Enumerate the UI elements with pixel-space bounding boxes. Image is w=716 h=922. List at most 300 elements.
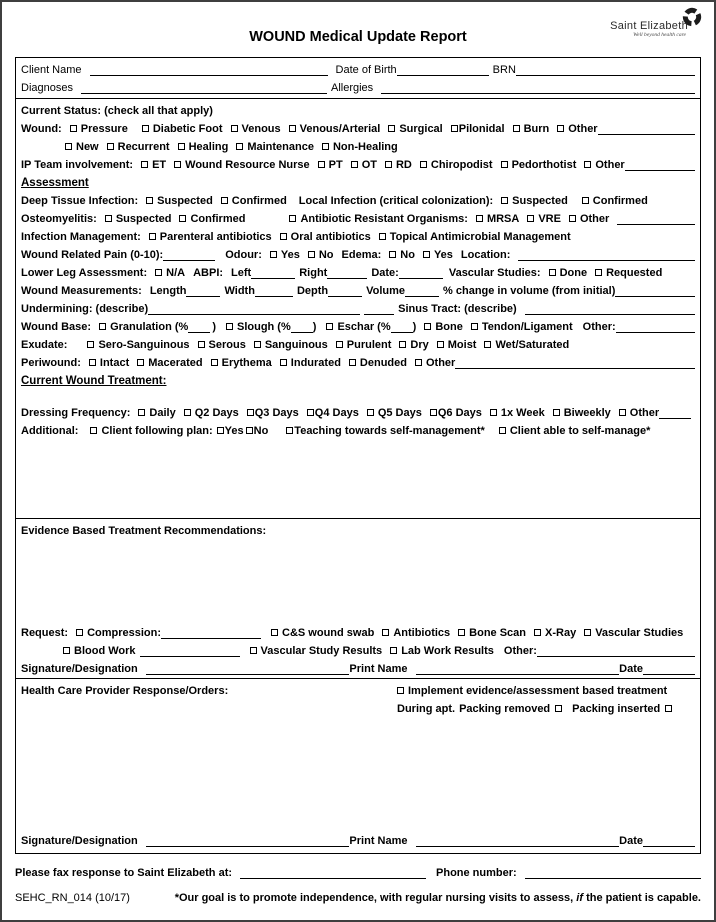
checkbox-requested[interactable] [595, 264, 662, 282]
checkbox-icon[interactable] [501, 161, 508, 168]
checkbox-label: Indurated [290, 357, 341, 369]
label-please-fax-response-to-saint-elizabeth-at: Please fax response to Saint Elizabeth at: [15, 867, 233, 879]
blank-field[interactable] [455, 358, 695, 369]
checkbox-label: Slough (% [236, 321, 291, 333]
checkbox-icon[interactable] [90, 427, 97, 434]
checkbox-icon[interactable] [349, 359, 356, 366]
checkbox-icon[interactable] [217, 427, 224, 434]
checkbox-rd[interactable] [385, 156, 412, 174]
blank-field[interactable] [537, 646, 695, 657]
checkbox-icon[interactable] [107, 143, 114, 150]
label-date: Date [619, 835, 644, 847]
checkbox-mrsa[interactable] [476, 210, 519, 228]
checkbox-icon[interactable] [351, 161, 358, 168]
checkbox-yes[interactable] [423, 246, 453, 264]
checkbox-compression[interactable] [76, 624, 161, 642]
checkbox-implement-evidence-assessment-based-treatment[interactable] [397, 682, 667, 700]
checkbox-label: Tendon/Ligament [481, 321, 573, 333]
checkbox-label: Other [595, 159, 625, 171]
checkbox-icon[interactable] [471, 323, 478, 330]
checkbox-no[interactable] [308, 246, 334, 264]
checkbox-dry[interactable] [399, 336, 428, 354]
blank-field[interactable] [598, 124, 695, 135]
blank-field[interactable] [615, 286, 695, 297]
checkbox-vascular-study-results[interactable] [250, 642, 383, 660]
form-line [21, 642, 695, 660]
checkbox-icon[interactable] [70, 125, 77, 132]
checkbox-other[interactable] [557, 120, 597, 138]
form-line [21, 79, 695, 97]
checkbox-icon[interactable] [534, 629, 541, 636]
checkbox-label: Pressure [80, 123, 128, 135]
checkbox-icon[interactable] [141, 161, 148, 168]
checkbox-label: Bone [435, 321, 463, 333]
checkbox-pt[interactable] [318, 156, 343, 174]
checkbox-recurrent[interactable] [107, 138, 170, 156]
checkbox-yes[interactable] [270, 246, 300, 264]
checkbox-icon[interactable] [388, 125, 395, 132]
checkbox-n-a[interactable] [155, 264, 185, 282]
blank-field[interactable] [81, 83, 327, 94]
vertical-spacer [21, 718, 695, 832]
checkbox-icon[interactable] [76, 629, 83, 636]
checkbox-label: Done [559, 267, 588, 279]
checkbox-teaching-towards-self-management[interactable] [286, 422, 485, 440]
checkbox-icon[interactable] [553, 409, 560, 416]
checkbox-label: Pilonidal [458, 123, 505, 135]
checkbox-icon[interactable] [499, 427, 506, 434]
label-ip-team-involvement: IP Team involvement: [21, 159, 134, 171]
checkbox-label: Requested [606, 267, 663, 279]
checkbox-confirmed[interactable] [221, 192, 287, 210]
checkbox-other[interactable] [569, 210, 609, 228]
checkbox-venous-arterial[interactable] [289, 120, 381, 138]
form-line [21, 404, 695, 422]
checkbox-tendon-ligament[interactable] [471, 318, 573, 336]
checkbox-label: Yes [224, 425, 244, 437]
checkbox-icon[interactable] [513, 125, 520, 132]
checkbox-granulation[interactable] [99, 318, 188, 336]
form-line [21, 682, 695, 718]
checkbox-client-able-to-self-manage[interactable] [499, 422, 651, 440]
heading-current-wound-treatment: Current Wound Treatment: [21, 375, 167, 387]
checkbox-icon[interactable] [146, 197, 153, 204]
blank-field[interactable] [186, 286, 220, 297]
blank-field[interactable] [90, 65, 328, 76]
checkbox-icon[interactable] [179, 215, 186, 222]
checkbox-icon[interactable] [555, 705, 562, 712]
checkbox-purulent[interactable] [336, 336, 392, 354]
checkbox-icon[interactable] [569, 215, 576, 222]
blank-field[interactable] [625, 160, 695, 171]
checkbox-daily[interactable] [138, 404, 175, 422]
checkbox-done[interactable] [549, 264, 588, 282]
checkbox-indurated[interactable] [280, 354, 341, 372]
checkbox-no[interactable] [246, 422, 269, 440]
checkbox-blood-work[interactable] [63, 642, 136, 660]
checkbox-icon[interactable] [424, 323, 431, 330]
blank-field[interactable] [525, 304, 695, 315]
checkbox-intact[interactable] [89, 354, 129, 372]
checkbox-other[interactable] [619, 404, 659, 422]
checkbox-label: No [400, 249, 415, 261]
checkbox-icon[interactable] [289, 215, 296, 222]
blank-field[interactable] [291, 322, 313, 333]
label-local-infection-critical-colonization: Local Infection (critical colonization): [298, 195, 494, 207]
checkbox-packing-inserted[interactable] [572, 700, 672, 718]
checkbox-label: Blood Work [74, 645, 136, 657]
blank-field[interactable] [643, 836, 695, 847]
checkbox-icon[interactable] [437, 341, 444, 348]
checkbox-label: Macerated [148, 357, 203, 369]
checkbox-suspected[interactable] [105, 210, 172, 228]
checkbox-label: X-Ray [545, 627, 577, 639]
checkbox-icon[interactable] [198, 341, 205, 348]
checkbox-vre[interactable] [527, 210, 561, 228]
checkbox-icon[interactable] [99, 323, 106, 330]
checkbox-denuded[interactable] [349, 354, 407, 372]
checkbox-icon[interactable] [420, 161, 427, 168]
checkbox-biweekly[interactable] [553, 404, 611, 422]
checkbox-icon[interactable] [527, 215, 534, 222]
checkbox-icon[interactable] [250, 647, 257, 654]
checkbox-icon[interactable] [584, 629, 591, 636]
checkbox-confirmed[interactable] [582, 192, 648, 210]
checkbox-client-following-plan[interactable] [90, 422, 212, 440]
checkbox-icon[interactable] [389, 251, 396, 258]
checkbox-icon[interactable] [270, 251, 277, 258]
checkbox-q3-days[interactable] [247, 404, 299, 422]
blank-field[interactable] [163, 250, 215, 261]
checkbox-label: Venous/Arterial [299, 123, 381, 135]
blank-field[interactable] [391, 322, 413, 333]
checkbox-icon[interactable] [178, 143, 185, 150]
checkbox-erythema[interactable] [211, 354, 272, 372]
checkbox-label: Other [425, 357, 456, 369]
checkbox-label: Yes [433, 249, 453, 261]
checkbox-icon[interactable] [549, 269, 556, 276]
footer-note-italic: if [576, 892, 584, 904]
checkbox-icon[interactable] [326, 323, 333, 330]
checkbox-icon[interactable] [221, 197, 228, 204]
checkbox-icon[interactable] [619, 409, 626, 416]
blank-field[interactable] [188, 322, 210, 333]
checkbox-topical-antimicrobial-management[interactable] [379, 228, 571, 246]
checkbox-icon[interactable] [174, 161, 181, 168]
checkbox-icon[interactable] [430, 409, 437, 416]
blank-field[interactable] [146, 664, 350, 675]
checkbox-antibiotic-resistant-organisms[interactable] [289, 210, 467, 228]
blank-field[interactable] [617, 214, 695, 225]
checkbox-label: Wet/Saturated [495, 339, 570, 351]
blank-field[interactable] [255, 286, 293, 297]
section-client-info [16, 58, 700, 98]
blank-field[interactable] [405, 286, 439, 297]
form-line [21, 832, 695, 850]
checkbox-icon[interactable] [458, 629, 465, 636]
checkbox-icon[interactable] [211, 359, 218, 366]
label-odour: Odour: [225, 249, 262, 261]
checkbox-et[interactable] [141, 156, 166, 174]
checkbox-label: Suspected [115, 213, 172, 225]
checkbox-label: Other [568, 123, 598, 135]
checkbox-no[interactable] [389, 246, 415, 264]
checkbox-q2-days[interactable] [184, 404, 239, 422]
checkbox-icon[interactable] [184, 409, 191, 416]
checkbox-icon[interactable] [390, 647, 397, 654]
checkbox-maintenance[interactable] [236, 138, 314, 156]
checkbox-healing[interactable] [178, 138, 229, 156]
form-line [21, 192, 695, 210]
blank-field[interactable] [140, 646, 240, 657]
label-volume: Volume [366, 285, 406, 297]
blank-field[interactable] [525, 868, 701, 879]
blank-field[interactable] [659, 408, 691, 419]
checkbox-slough[interactable] [226, 318, 291, 336]
checkbox-icon[interactable] [63, 647, 70, 654]
form-line [21, 246, 695, 264]
checkbox-other[interactable] [584, 156, 624, 174]
form-line [21, 102, 695, 120]
checkbox-label: Q3 Days [254, 407, 299, 419]
checkbox-non-healing[interactable] [322, 138, 398, 156]
checkbox-suspected[interactable] [501, 192, 568, 210]
checkbox-pedorthotist[interactable] [501, 156, 577, 174]
label-print-name: Print Name [349, 663, 408, 675]
checkbox-label: Non-Healing [332, 141, 398, 153]
blank-field[interactable] [146, 836, 350, 847]
checkbox-icon[interactable] [582, 197, 589, 204]
checkbox-venous[interactable] [231, 120, 281, 138]
checkbox-label: New [76, 141, 99, 153]
checkbox-icon[interactable] [336, 341, 343, 348]
checkbox-icon[interactable] [490, 409, 497, 416]
checkbox-x-ray[interactable] [534, 624, 576, 642]
label-additional: Additional: [21, 425, 79, 437]
checkbox-icon[interactable] [87, 341, 94, 348]
checkbox-label: Maintenance [247, 141, 314, 153]
checkbox-sanguinous[interactable] [254, 336, 328, 354]
checkbox-icon[interactable] [138, 409, 145, 416]
form-line [21, 138, 695, 156]
label-exudate: Exudate: [21, 339, 68, 351]
checkbox-oral-antibiotics[interactable] [280, 228, 371, 246]
label-signature-designation: Signature/Designation [21, 835, 138, 847]
checkbox-icon[interactable] [322, 143, 329, 150]
checkbox-icon[interactable] [399, 341, 406, 348]
blank-field[interactable] [399, 268, 443, 279]
blank-field[interactable] [148, 304, 360, 315]
checkbox-burn[interactable] [513, 120, 550, 138]
checkbox-icon[interactable] [318, 161, 325, 168]
form-line [21, 264, 695, 282]
checkbox-vascular-studies[interactable] [584, 624, 683, 642]
checkbox-pressure[interactable] [70, 120, 128, 138]
blank-field[interactable] [516, 65, 695, 76]
checkbox-icon[interactable] [105, 215, 112, 222]
label-periwound: Periwound: [21, 357, 81, 369]
checkbox-surgical[interactable] [388, 120, 442, 138]
label-depth: Depth [296, 285, 329, 297]
blank-field[interactable] [416, 664, 620, 675]
label-date: Date [619, 663, 644, 675]
checkbox-label: Venous [241, 123, 281, 135]
checkbox-serous[interactable] [198, 336, 246, 354]
checkbox-label: Antibiotics [393, 627, 451, 639]
checkbox-bone-scan[interactable] [458, 624, 526, 642]
checkbox-label: No [318, 249, 334, 261]
label-location: Location: [460, 249, 511, 261]
form-line [21, 422, 695, 440]
label-during-apt: During apt. [397, 703, 456, 715]
form-code: SEHC_RN_014 (10/17) [15, 892, 130, 904]
checkbox-yes[interactable] [217, 422, 244, 440]
form-line [21, 210, 695, 228]
checkbox-icon[interactable] [89, 359, 96, 366]
checkbox-label: Erythema [221, 357, 272, 369]
checkbox-icon[interactable] [236, 143, 243, 150]
checkbox-new[interactable] [65, 138, 99, 156]
checkbox-macerated[interactable] [137, 354, 202, 372]
label-phone-number: Phone number: [436, 867, 517, 879]
checkbox-icon[interactable] [665, 705, 672, 712]
checkbox-q5-days[interactable] [367, 404, 422, 422]
checkbox-label: Diabetic Foot [152, 123, 223, 135]
checkbox-label: Confirmed [190, 213, 246, 225]
blank-field[interactable] [416, 836, 620, 847]
checkbox-1x-week[interactable] [490, 404, 545, 422]
checkbox-icon[interactable] [382, 629, 389, 636]
checkbox-c-s-wound-swab[interactable] [271, 624, 374, 642]
checkbox-sero-sanguinous[interactable] [87, 336, 189, 354]
label-signature-designation: Signature/Designation [21, 663, 138, 675]
checkbox-packing-removed[interactable] [459, 700, 562, 718]
checkbox-icon[interactable] [476, 215, 483, 222]
checkbox-icon[interactable] [246, 427, 253, 434]
blank-field[interactable] [240, 868, 426, 879]
checkbox-icon[interactable] [307, 409, 314, 416]
checkbox-pilonidal[interactable] [451, 120, 505, 138]
blank-field[interactable] [251, 268, 295, 279]
footer-note [175, 891, 701, 905]
checkbox-wet-saturated[interactable] [484, 336, 569, 354]
heading-assessment: Assessment [21, 177, 89, 189]
checkbox-icon[interactable] [451, 125, 458, 132]
checkbox-icon[interactable] [484, 341, 491, 348]
checkbox-icon[interactable] [595, 269, 602, 276]
checkbox-bone[interactable] [424, 318, 463, 336]
label-osteomyelitis: Osteomyelitis: [21, 213, 97, 225]
checkbox-moist[interactable] [437, 336, 477, 354]
checkbox-icon[interactable] [385, 161, 392, 168]
form-line [397, 682, 695, 700]
checkbox-icon[interactable] [367, 409, 374, 416]
form-line [21, 372, 695, 390]
checkbox-other[interactable] [415, 354, 455, 372]
blank-field[interactable] [381, 83, 695, 94]
blank-field[interactable] [327, 268, 367, 279]
blank-field[interactable] [161, 628, 261, 639]
label-infection-management: Infection Management: [21, 231, 141, 243]
checkbox-wound-resource-nurse[interactable] [174, 156, 310, 174]
checkbox-icon[interactable] [280, 359, 287, 366]
checkbox-icon[interactable] [308, 251, 315, 258]
label-length: Length [149, 285, 187, 297]
checkbox-label: No [253, 425, 269, 437]
checkbox-antibiotics[interactable] [382, 624, 450, 642]
form-line [21, 354, 695, 372]
checkbox-icon[interactable] [137, 359, 144, 366]
checkbox-icon[interactable] [254, 341, 261, 348]
form-line [21, 282, 695, 300]
checkbox-label: Teaching towards self-management* [294, 425, 485, 437]
section-evidence-based-recommendations [16, 518, 700, 678]
blank-field[interactable] [518, 250, 695, 261]
checkbox-icon[interactable] [415, 359, 422, 366]
checkbox-icon[interactable] [149, 233, 156, 240]
label-sinus-tract-describe: Sinus Tract: (describe) [398, 303, 517, 315]
checkbox-icon[interactable] [557, 125, 564, 132]
checkbox-q4-days[interactable] [307, 404, 359, 422]
checkbox-eschar[interactable] [326, 318, 390, 336]
blank-field[interactable] [643, 664, 695, 675]
checkbox-icon[interactable] [379, 233, 386, 240]
blank-field[interactable] [616, 322, 695, 333]
checkbox-icon[interactable] [286, 427, 293, 434]
label-dressing-frequency: Dressing Frequency: [21, 407, 131, 419]
checkbox-icon[interactable] [155, 269, 162, 276]
checkbox-icon[interactable] [280, 233, 287, 240]
checkbox-icon[interactable] [226, 323, 233, 330]
label-text: ) [412, 321, 417, 333]
checkbox-icon[interactable] [247, 409, 254, 416]
label-request: Request: [21, 627, 69, 639]
label-other: Other: [503, 645, 537, 657]
checkbox-confirmed[interactable] [179, 210, 245, 228]
label-change-in-volume-from-initial: % change in volume (from initial) [443, 285, 616, 297]
checkbox-label: Pedorthotist [511, 159, 577, 171]
checkbox-icon[interactable] [142, 125, 149, 132]
checkbox-q6-days[interactable] [430, 404, 482, 422]
checkbox-label: Bone Scan [469, 627, 527, 639]
checkbox-diabetic-foot[interactable] [142, 120, 223, 138]
label-health-care-provider-response-orders: Health Care Provider Response/Orders: [21, 685, 229, 697]
blank-field[interactable] [397, 65, 489, 76]
checkbox-icon[interactable] [584, 161, 591, 168]
checkbox-chiropodist[interactable] [420, 156, 493, 174]
checkbox-icon[interactable] [65, 143, 72, 150]
checkbox-label: Biweekly [563, 407, 611, 419]
checkbox-suspected[interactable] [146, 192, 213, 210]
checkbox-label: Other [579, 213, 610, 225]
label-width: Width [224, 285, 255, 297]
checkbox-icon[interactable] [271, 629, 278, 636]
label-undermining-describe: Undermining: (describe) [21, 303, 149, 315]
checkbox-icon[interactable] [501, 197, 508, 204]
page-header [2, 2, 714, 57]
checkbox-icon[interactable] [423, 251, 430, 258]
label-current-status-check-all-that-apply: Current Status: (check all that apply) [21, 105, 213, 117]
checkbox-icon[interactable] [397, 687, 404, 694]
checkbox-icon[interactable] [231, 125, 238, 132]
checkbox-parenteral-antibiotics[interactable] [149, 228, 272, 246]
checkbox-label: Packing inserted [572, 703, 661, 715]
blank-field[interactable] [364, 304, 394, 315]
blank-field[interactable] [328, 286, 362, 297]
checkbox-lab-work-results[interactable] [390, 642, 494, 660]
checkbox-ot[interactable] [351, 156, 377, 174]
checkbox-icon[interactable] [289, 125, 296, 132]
